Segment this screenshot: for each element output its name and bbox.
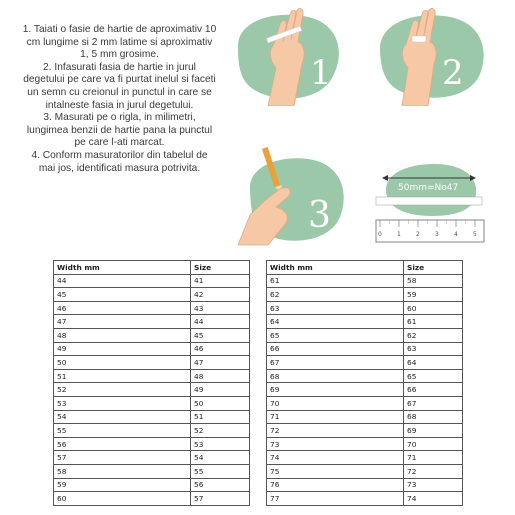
size-cell: 62 [404,328,463,342]
width-cell: 74 [267,451,404,465]
table-row [267,328,463,342]
size-cell: 70 [404,437,463,451]
table-row [267,288,463,302]
size-cell: 49 [191,383,250,397]
size-cell: 60 [404,301,463,315]
width-cell: 66 [267,342,404,356]
table-row [54,451,250,465]
step-2-illustration [372,6,492,106]
table-row [54,369,250,383]
width-cell: 67 [267,356,404,370]
step-3-illustration [228,145,353,250]
ruler-tick-label: 1 [397,231,401,238]
width-cell: 70 [267,396,404,410]
step-number-2: 2 [442,53,464,93]
size-cell: 54 [191,451,250,465]
step-1-illustration [228,6,348,106]
size-cell: 45 [191,328,250,342]
table-row [267,451,463,465]
width-cell: 71 [267,410,404,424]
ruler-tick-label: 2 [416,231,420,238]
step-4-ruler-illustration [370,150,488,250]
ruler-tick-label: 4 [454,231,458,238]
size-cell: 66 [404,383,463,397]
table-row [267,342,463,356]
table-row [267,437,463,451]
size-cell: 71 [404,451,463,465]
ruler-tick-label: 0 [378,231,382,238]
table-row [267,315,463,329]
size-cell: 52 [191,424,250,438]
step-number-1: 1 [310,53,332,93]
width-cell: 56 [54,437,191,451]
width-cell: 44 [54,274,191,288]
width-cell: 64 [267,315,404,329]
table-row [54,328,250,342]
size-cell: 57 [191,492,250,506]
table-row [54,315,250,329]
width-cell: 60 [54,492,191,506]
size-cell: 72 [404,464,463,478]
width-cell: 75 [267,464,404,478]
size-cell: 50 [191,396,250,410]
ruler-tick-label: 5 [473,231,477,238]
instruction-step-2: 2. Infasurati fasia de hartie in jurul degetului pe care va fi purtat inelul si faceti un semn cu creionul in punctul in care se intalneste fasia in jurul degetului. [23,61,216,111]
width-cell: 48 [54,328,191,342]
size-cell: 53 [191,437,250,451]
table-row [267,356,463,370]
width-cell: 45 [54,288,191,302]
size-cell: 69 [404,424,463,438]
width-cell: 59 [54,478,191,492]
width-cell: 77 [267,492,404,506]
size-cell: 64 [404,356,463,370]
size-cell: 46 [191,342,250,356]
size-cell: 44 [191,315,250,329]
table-row [267,492,463,506]
table-row [267,396,463,410]
size-cell: 65 [404,369,463,383]
size-cell: 58 [404,274,463,288]
table-row [54,410,250,424]
paper-strip [376,197,482,205]
width-cell: 62 [267,288,404,302]
table-row [267,464,463,478]
width-cell: 55 [54,424,191,438]
width-cell: 69 [267,383,404,397]
width-cell: 57 [54,451,191,465]
width-cell: 51 [54,369,191,383]
width-cell: 63 [267,301,404,315]
table-row [54,274,250,288]
width-cell: 52 [54,383,191,397]
width-cell: 47 [54,315,191,329]
ruler-caption: 50mm=No47 [398,183,459,193]
ruler [376,220,484,242]
width-cell: 53 [54,396,191,410]
table-row [54,492,250,506]
table-row [267,424,463,438]
instruction-step-1: 1. Taiati o fasie de hartie de aproximativ 10 cm lungime si 2 mm latime si aproximativ 1, 5 mm grosime. [22,24,217,61]
size-cell: 73 [404,478,463,492]
instructions-text [22,24,217,175]
ruler-tick-label: 3 [435,231,439,238]
table-row [267,301,463,315]
instruction-step-4: 4. Conform masuratorilor din tabelul de mai jos, identificati masura potrivita. [31,149,208,174]
size-cell: 56 [191,478,250,492]
table-row [54,478,250,492]
table-header-row [54,261,250,275]
size-cell: 74 [404,492,463,506]
size-cell: 67 [404,396,463,410]
size-table-left [53,260,250,506]
size-cell: 47 [191,356,250,370]
size-cell: 48 [191,369,250,383]
column-header-size: Size [404,261,463,275]
table-row [54,464,250,478]
table-row [54,342,250,356]
size-cell: 59 [404,288,463,302]
column-header-width: Width mm [267,261,404,275]
width-cell: 54 [54,410,191,424]
table-row [54,396,250,410]
table-row [267,410,463,424]
width-cell: 49 [54,342,191,356]
table-row [54,424,250,438]
instruction-step-3: 3. Masurati pe o rigla, in milimetri, lungimea benzii de hartie pana la punctul pe care l-ati marcat. [26,112,213,149]
column-header-width: Width mm [54,261,191,275]
table-row [54,383,250,397]
table-row [54,301,250,315]
width-cell: 58 [54,464,191,478]
width-cell: 46 [54,301,191,315]
width-cell: 72 [267,424,404,438]
table-header-row [267,261,463,275]
size-cell: 42 [191,288,250,302]
step-number-3: 3 [308,195,331,236]
width-cell: 73 [267,437,404,451]
table-row [267,274,463,288]
size-cell: 68 [404,410,463,424]
size-cell: 61 [404,315,463,329]
size-cell: 51 [191,410,250,424]
table-row [267,369,463,383]
size-cell: 55 [191,464,250,478]
table-row [267,383,463,397]
width-cell: 65 [267,328,404,342]
table-row [54,356,250,370]
width-cell: 50 [54,356,191,370]
size-table-right [266,260,463,506]
width-cell: 61 [267,274,404,288]
table-row [267,478,463,492]
size-cell: 43 [191,301,250,315]
width-cell: 68 [267,369,404,383]
width-cell: 76 [267,478,404,492]
table-row [54,288,250,302]
size-cell: 63 [404,342,463,356]
size-cell: 41 [191,274,250,288]
column-header-size: Size [191,261,250,275]
table-row [54,437,250,451]
